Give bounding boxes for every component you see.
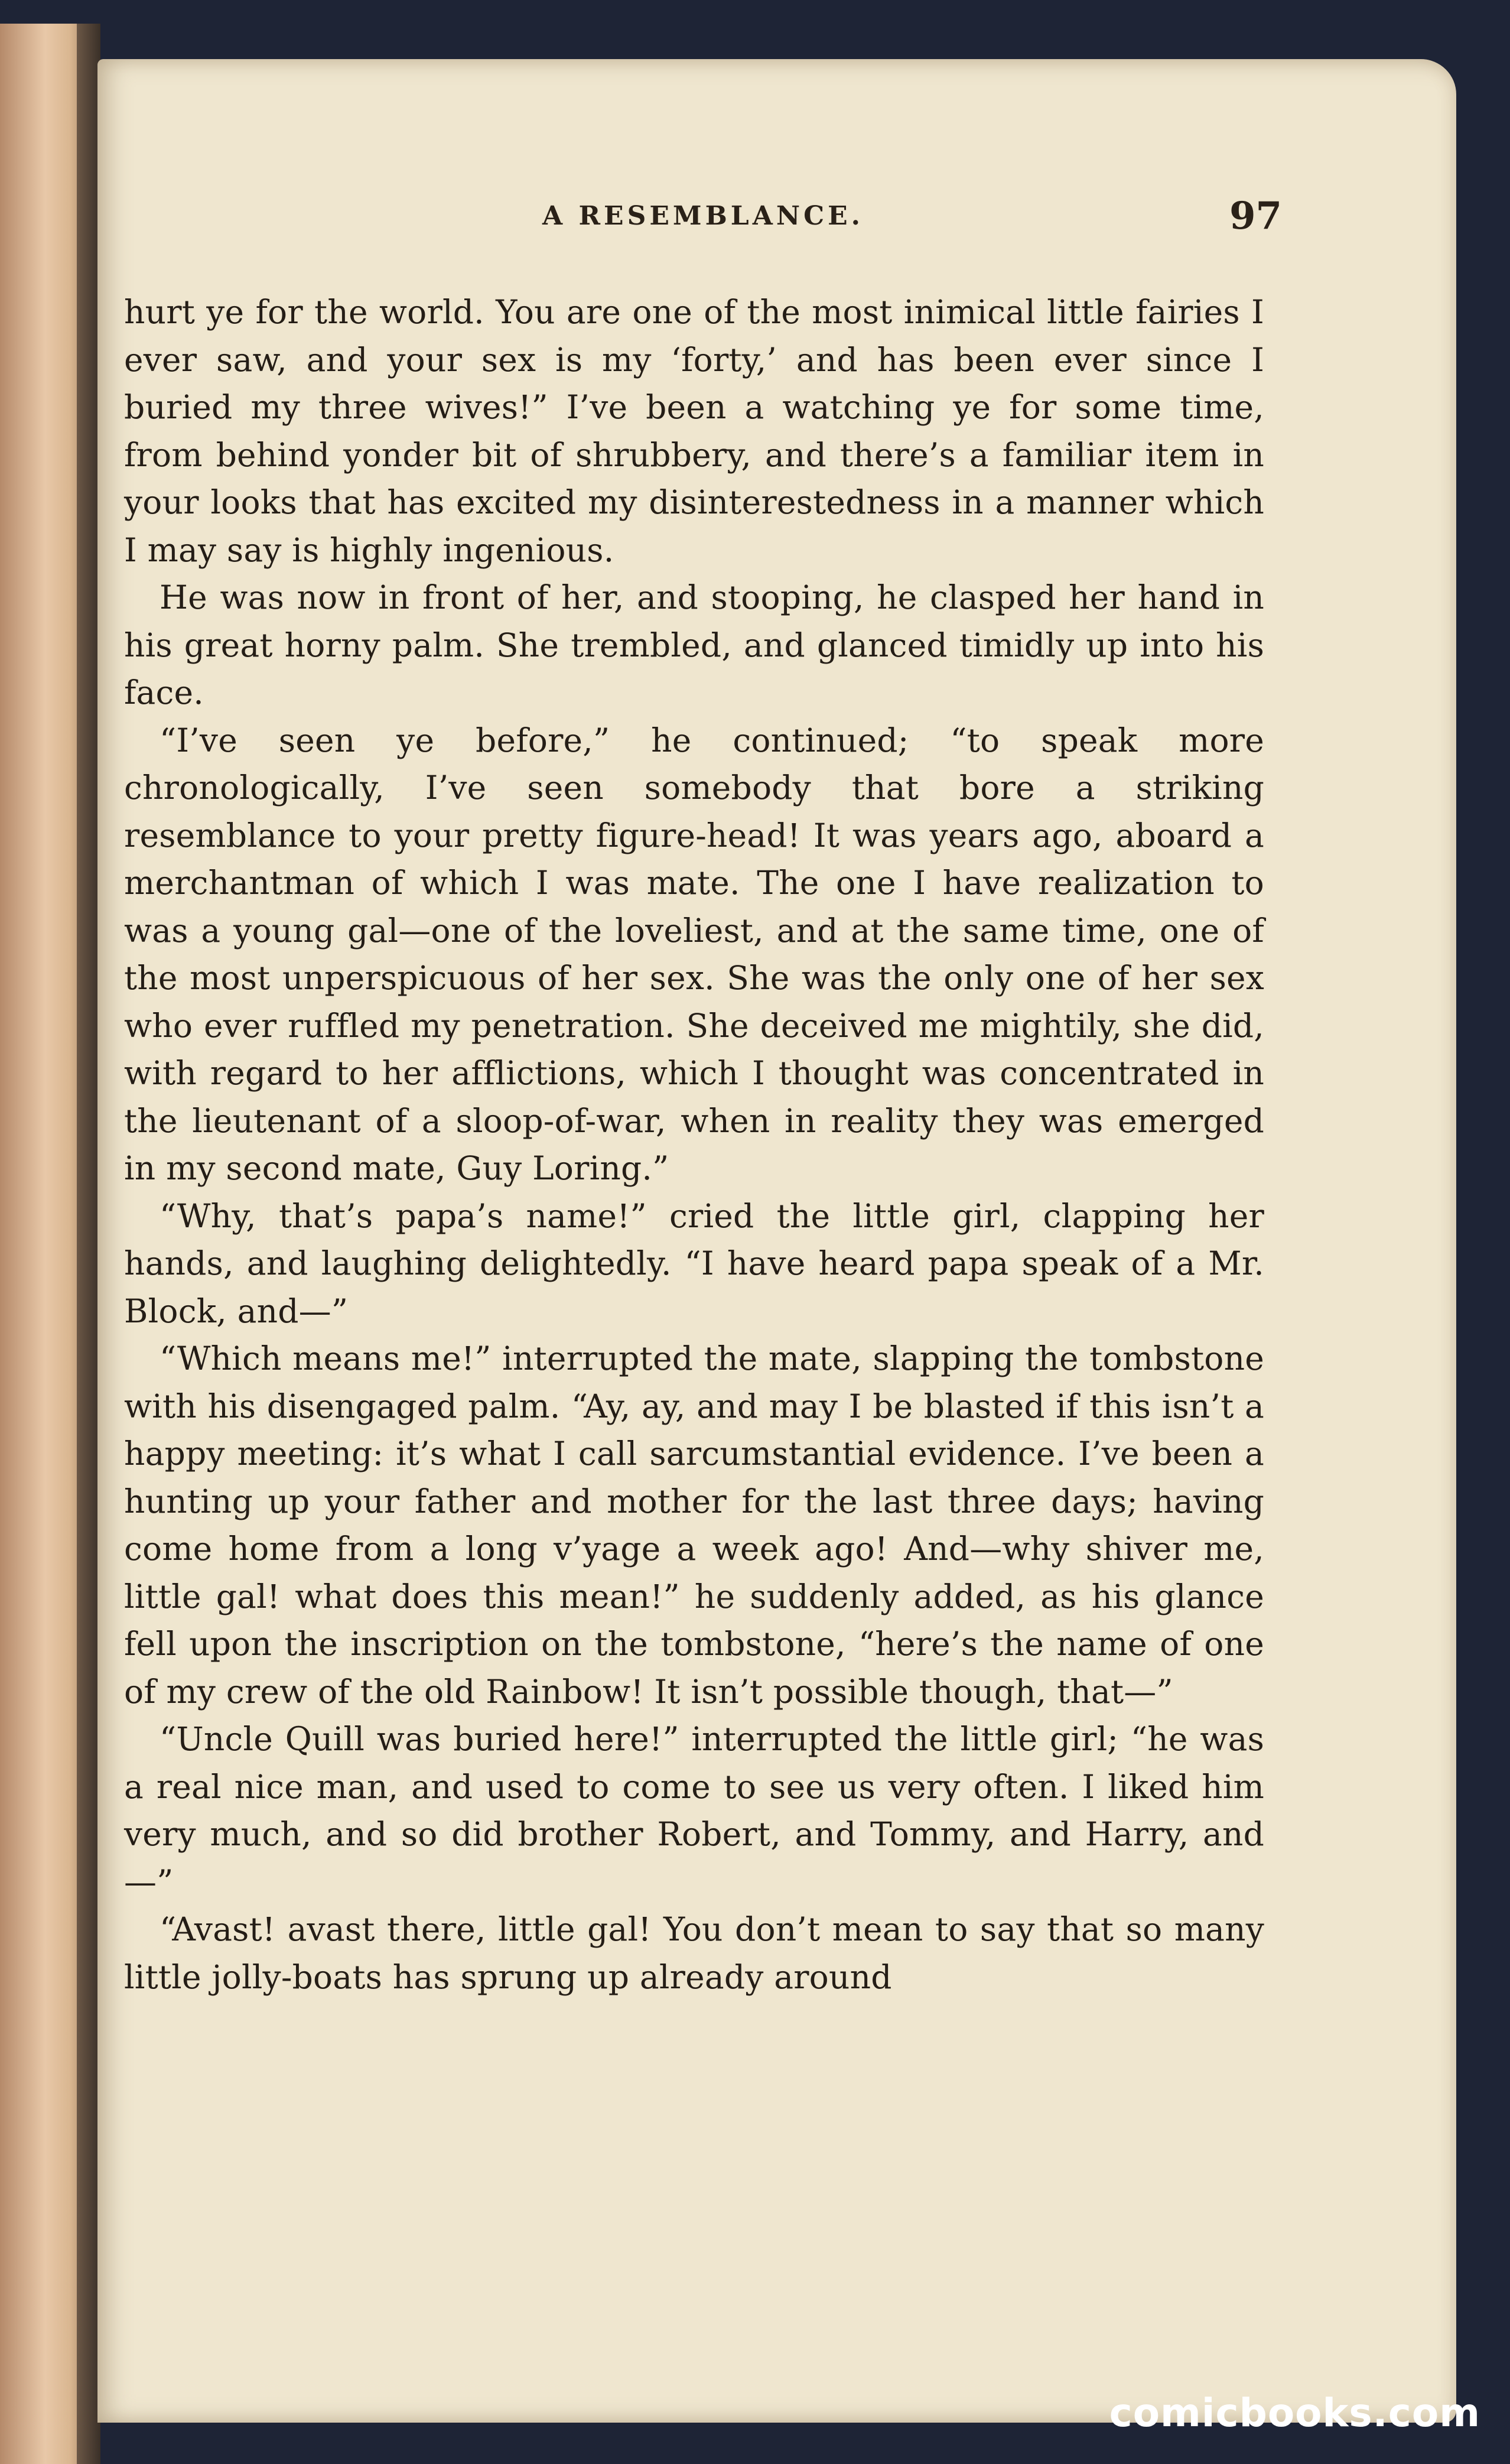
paragraph: “Uncle Quill was buried here!” interrupted the little girl; “he was a real nice man, and used to come to see us very often. I liked him very much, and so did brother Robert, and Tommy, and Harry, and—” (124, 1720, 1264, 1901)
paragraph: “Which means me!” interrupted the mate, slapping the tombstone with his disengaged palm. “Ay, ay, and may I be blasted if this isn’t a happy meeting: it’s what I call sarcumstantial evidence. I’ve been a hunting up your father and mother for the last three days; having come home from a long v’yage a week ago! And—why shiver me, little gal! what does this mean!” he suddenly added, as his glance fell upon the inscription on the tombstone, “here’s the name of one of my crew of the old Rainbow! It isn’t possible though, that—” (124, 1340, 1264, 1711)
paragraph: hurt ye for the world. You are one of the most inimical little fairies I ever saw, and your sex is my ‘forty,’ and has been ever since I buried my three wives!” I’ve been a watching ye for some time, from behind yonder bit of shrubbery, and there’s a familiar item in your looks that has excited my disinterestedness in a manner which I may say is highly ingenious. (124, 293, 1264, 569)
paragraph: “Why, that’s papa’s name!” cried the little girl, clapping her hands, and laughing delightedly. “I have heard papa speak of a Mr. Block, and—” (124, 1197, 1264, 1330)
book-gutter (77, 24, 100, 2464)
page-body (124, 288, 1264, 2001)
paragraph: “I’ve seen ye before,” he continued; “to speak more chronologically, I’ve seen somebody that bore a striking resemblance to your pretty figure-head! It was years ago, aboard a merchantman of which I was mate. The one I have realization to was a young gal—one of the loveliest, and at the same time, one of the most unperspicuous of her sex. She was the only one of her sex who ever ruffled my penetration. She deceived me mightily, she did, with regard to her afflictions, which I thought was concentrated in the lieutenant of a sloop-of-war, when in reality they was emerged in my second mate, Guy Loring.” (124, 721, 1264, 1187)
paragraph: “Avast! avast there, little gal! You don’t mean to say that so many little jolly-boats has sprung up already around (124, 1910, 1264, 1996)
running-head (124, 194, 1282, 254)
paragraph: He was now in front of her, and stooping, he clasped her hand in his great horny palm. She trembled, and glanced timidly up into his face. (124, 578, 1264, 711)
watermark: comicbooks.com (1109, 2390, 1480, 2436)
page-number: 97 (1229, 194, 1282, 238)
running-head-title: A RESEMBLANCE. (542, 201, 864, 231)
